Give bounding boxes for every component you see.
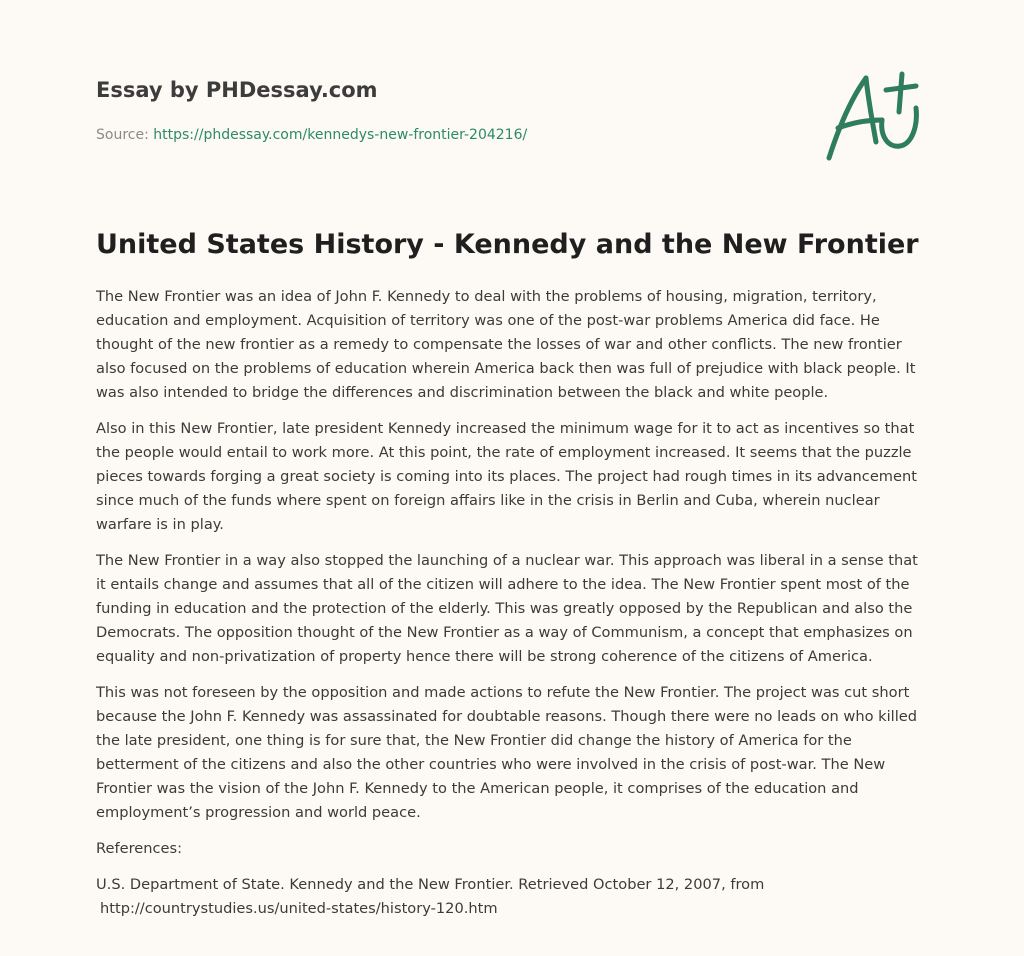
reference-text: U.S. Department of State. Kennedy and the New Frontier. Retrieved October 12, 2007, from: [96, 876, 765, 893]
paragraph-1: The New Frontier was an idea of John F. Kennedy to deal with the problems of housing, migration, territory, education and employment. Acquisition of territory was one of the post-war problems America did face. He thought of the new frontier as a remedy to compensate the losses of war and other conflicts. The new frontier also focused on the problems of education wherein America back then was full of prejudice with black people. It was also intended to bridge the differences and discrimination between the black and white people.: [96, 288, 916, 401]
essay-by-title: Essay by PHDessay.com: [96, 78, 378, 102]
paragraph-4: This was not foreseen by the opposition and made actions to refute the New Frontier. The project was cut short because the John F. Kennedy was assassinated for doubtable reasons. Though there were no leads on who killed the late president, one thing is for sure that, the New Frontier did change the history of America for the betterment of the citizens and also the other countries who were involved in the crisis of post-war. The New Frontier was the vision of the John F. Kennedy to the American people, it comprises of the education and employment’s progression and world peace.: [96, 684, 918, 821]
reference-item: [96, 873, 931, 921]
paragraph-2: Also in this New Frontier, late president Kennedy increased the minimum wage for it to act as incentives so that the people would entail to work more. At this point, the rate of employment increased. It seems that the puzzle pieces towards forging a great society is coming into its places. The project had rough times in its advancement since much of the funds where spent on foreign affairs like in the crisis in Berlin and Cuba, wherein nuclear warfare is in play.: [96, 420, 917, 533]
essay-title: United States History - Kennedy and the New Frontier: [96, 229, 919, 260]
paragraph-3: The New Frontier in a way also stopped the launching of a nuclear war. This approach was liberal in a sense that it entails change and assumes that all of the citizen will adhere to the idea. The New Frontier spent most of the funding in education and the protection of the elderly. This was greatly opposed by the Republican and also the Democrats. The opposition thought of the New Frontier as a way of Communism, a concept that emphasizes on equality and non-privatization of property hence there will be strong coherence of the citizens of America.: [96, 552, 918, 665]
essay-body: [96, 285, 931, 921]
a-plus-logo-icon: [820, 64, 930, 168]
references-heading: References:: [96, 840, 183, 857]
source-line: [96, 125, 796, 145]
essay-header: [96, 76, 796, 145]
reference-url[interactable]: http://countrystudies.us/united-states/history-120.htm: [100, 900, 498, 917]
source-link[interactable]: https://phdessay.com/kennedys-new-frontier-204216/: [153, 127, 528, 143]
a-plus-logo: [820, 64, 930, 168]
source-label: Source:: [96, 127, 149, 143]
